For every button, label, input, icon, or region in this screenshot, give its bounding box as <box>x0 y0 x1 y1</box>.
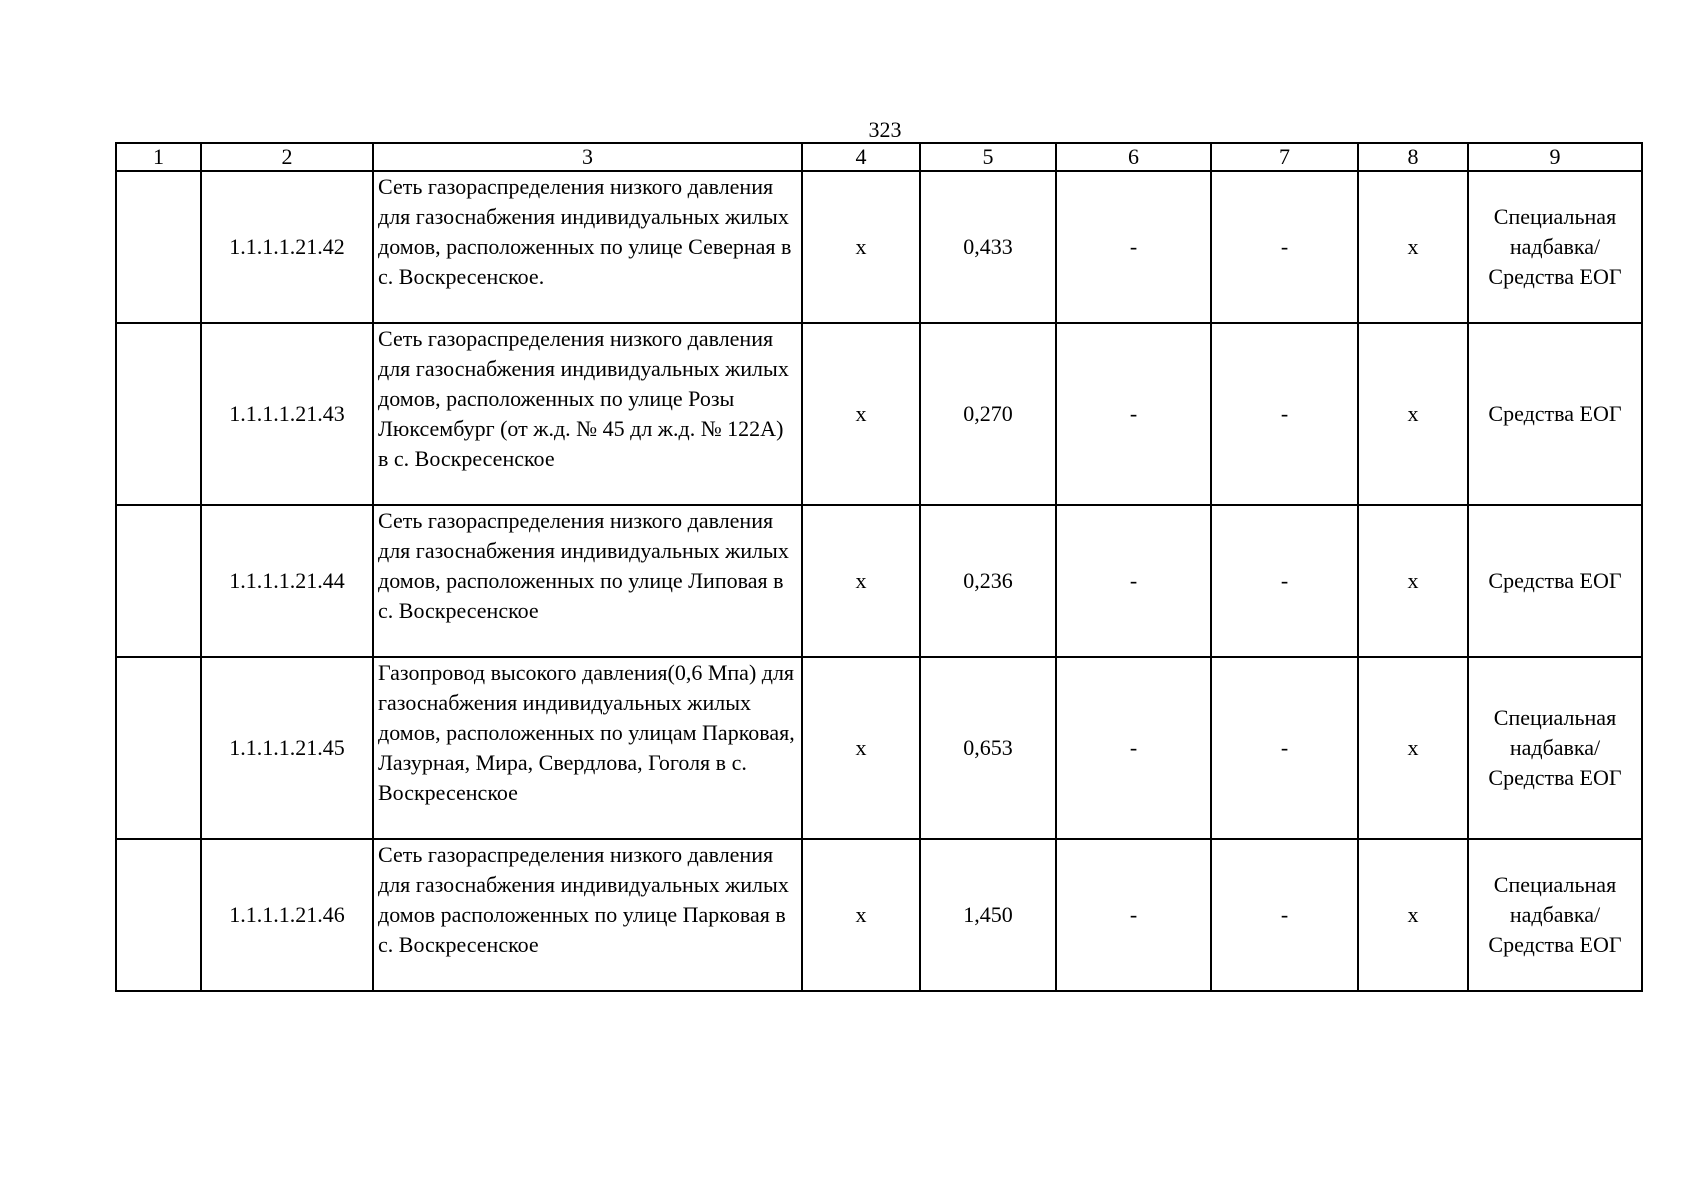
column-header: 3 <box>373 143 802 171</box>
funding-source-cell: Средства ЕОГ <box>1468 323 1642 505</box>
cell-col7: - <box>1211 505 1358 657</box>
cell-col4: х <box>802 323 920 505</box>
code-cell: 1.1.1.1.21.46 <box>201 839 373 991</box>
code-cell: 1.1.1.1.21.45 <box>201 657 373 839</box>
column-header: 1 <box>116 143 201 171</box>
cell-col6: - <box>1056 171 1211 323</box>
code-cell: 1.1.1.1.21.44 <box>201 505 373 657</box>
cell-col4: х <box>802 657 920 839</box>
data-table <box>115 142 1643 992</box>
column-header: 6 <box>1056 143 1211 171</box>
column-header: 7 <box>1211 143 1358 171</box>
row-number-cell <box>116 505 201 657</box>
header-row <box>116 143 1642 171</box>
column-header: 2 <box>201 143 373 171</box>
cell-col7: - <box>1211 839 1358 991</box>
length-cell: 0,433 <box>920 171 1056 323</box>
length-cell: 0,270 <box>920 323 1056 505</box>
description-cell: Сеть газораспределения низкого давления для газоснабжения индивидуальных жилых домов, расположенных по улице Липовая в с. Воскресенское <box>373 505 802 657</box>
row-number-cell <box>116 839 201 991</box>
cell-col6: - <box>1056 657 1211 839</box>
cell-col8: х <box>1358 657 1468 839</box>
length-cell: 1,450 <box>920 839 1056 991</box>
description-cell: Сеть газораспределения низкого давления для газоснабжения индивидуальных жилых домов, расположенных по улице Северная в с. Воскресенское. <box>373 171 802 323</box>
length-cell: 0,236 <box>920 505 1056 657</box>
cell-col8: х <box>1358 505 1468 657</box>
table-row <box>116 323 1642 505</box>
description-cell: Сеть газораспределения низкого давления для газоснабжения индивидуальных жилых домов, расположенных по улице Розы Люксембург (от ж.д. № 45 дл ж.д. № 122А) в с. Воскресенское <box>373 323 802 505</box>
cell-col7: - <box>1211 323 1358 505</box>
funding-source-cell: Специальная надбавка/Средства ЕОГ <box>1468 171 1642 323</box>
column-header: 5 <box>920 143 1056 171</box>
funding-source-cell: Специальная надбавка/Средства ЕОГ <box>1468 657 1642 839</box>
table-row <box>116 171 1642 323</box>
description-cell: Сеть газораспределения низкого давления для газоснабжения индивидуальных жилых домов расположенных по улице Парковая в с. Воскресенское <box>373 839 802 991</box>
cell-col8: х <box>1358 323 1468 505</box>
cell-col6: - <box>1056 323 1211 505</box>
cell-col8: х <box>1358 839 1468 991</box>
cell-col4: х <box>802 505 920 657</box>
row-number-cell <box>116 171 201 323</box>
cell-col7: - <box>1211 171 1358 323</box>
cell-col7: - <box>1211 657 1358 839</box>
table-row <box>116 839 1642 991</box>
row-number-cell <box>116 657 201 839</box>
table-row <box>116 505 1642 657</box>
code-cell: 1.1.1.1.21.42 <box>201 171 373 323</box>
page-number: 323 <box>868 117 902 142</box>
cell-col4: х <box>802 839 920 991</box>
row-number-cell <box>116 323 201 505</box>
description-cell: Газопровод высокого давления(0,6 Мпа) для газоснабжения индивидуальных жилых домов, расположенных по улицам Парковая, Лазурная, Мира, Свердлова, Гоголя в с. Воскресенское <box>373 657 802 839</box>
funding-source-cell: Средства ЕОГ <box>1468 505 1642 657</box>
cell-col6: - <box>1056 505 1211 657</box>
column-header: 9 <box>1468 143 1642 171</box>
column-header: 8 <box>1358 143 1468 171</box>
cell-col8: х <box>1358 171 1468 323</box>
cell-col6: - <box>1056 839 1211 991</box>
column-header: 4 <box>802 143 920 171</box>
length-cell: 0,653 <box>920 657 1056 839</box>
code-cell: 1.1.1.1.21.43 <box>201 323 373 505</box>
table-row <box>116 657 1642 839</box>
cell-col4: х <box>802 171 920 323</box>
funding-source-cell: Специальная надбавка/Средства ЕОГ <box>1468 839 1642 991</box>
